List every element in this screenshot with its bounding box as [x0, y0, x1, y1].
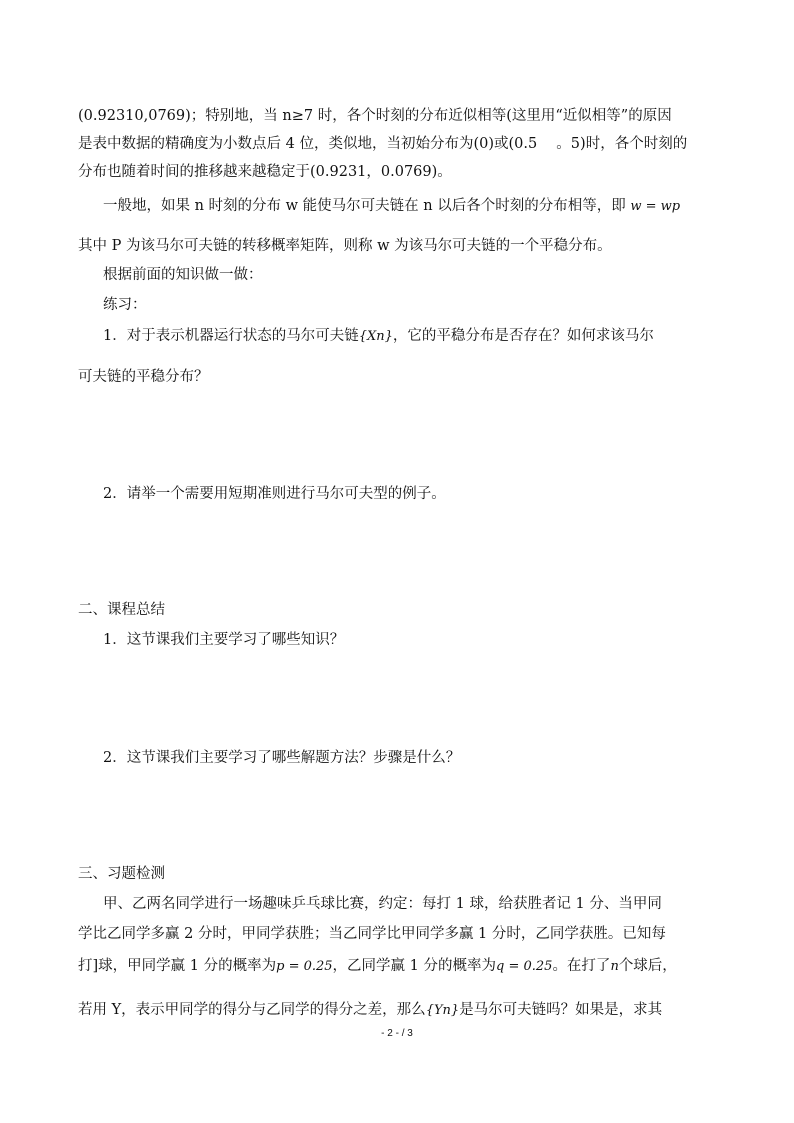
text: 1．这节课我们主要学习了哪些知识？: [103, 632, 345, 648]
section-heading: [78, 600, 724, 620]
paragraph-line: [78, 956, 724, 977]
paragraph-line: [78, 106, 724, 126]
paragraph-line: [78, 924, 724, 944]
text: ，乙同学赢 1 分的概率为: [332, 958, 496, 974]
exercise-heading: [103, 295, 724, 315]
text: 可夫链的平稳分布？: [78, 369, 209, 385]
text: ，它的平稳分布是否存在？如何求该马尔: [392, 328, 654, 344]
question-item: [103, 630, 724, 650]
paragraph-line: [78, 162, 724, 182]
paragraph-line: [78, 1000, 724, 1021]
text: 2．请举一个需要用短期准则进行马尔可夫型的例子。: [103, 486, 446, 502]
equation: w = wp: [630, 199, 681, 214]
text: 分布也随着时间的推移越来越稳定于(0.9231，0.0769)。: [78, 164, 452, 180]
text: 是马尔可夫链吗？如果是，求其: [459, 1002, 663, 1018]
section-heading: [78, 864, 724, 884]
page-number: - 2 - / 3: [381, 1028, 413, 1039]
paragraph-line: [103, 894, 724, 914]
equation: {Xn}: [358, 329, 393, 344]
question-item: [103, 748, 724, 768]
text: 其中 P 为该马尔可夫链的转移概率矩阵，则称 w 为该马尔可夫链的一个平稳分布。: [78, 238, 612, 254]
text: 根据前面的知识做一做：: [103, 267, 263, 283]
text: 。在打了: [552, 958, 611, 974]
text: 练习：: [103, 297, 147, 313]
paragraph-line: [78, 134, 724, 154]
text: 2．这节课我们主要学习了哪些解题方法？步骤是什么？: [103, 750, 461, 766]
text: 若用 Y，表示甲同学的得分与乙同学的得分之差，那么: [78, 1002, 426, 1018]
paragraph-line: [103, 196, 724, 217]
text: 是表中数据的精确度为小数点后 4 位，类似地，当初始分布为(0)或(0.5 。5)时，各个时刻的: [78, 136, 688, 152]
text: 一般地，如果 n 时刻的分布 w 能使马尔可夫链在 n 以后各个时刻的分布相等，即: [103, 198, 626, 214]
equation: p = 0.25: [276, 959, 333, 974]
text: 打]球，甲同学赢 1 分的概率为: [78, 958, 277, 974]
question-item: [103, 326, 724, 347]
text: (0.92310,0769)；特别地，当 n≥7 时，各个时刻的分布近似相等(这里用“近似相等”的原因: [78, 108, 672, 124]
equation: n: [610, 959, 619, 974]
equation: q = 0.25: [496, 959, 553, 974]
paragraph-line: [78, 236, 724, 256]
equation: {Yn}: [425, 1003, 460, 1018]
question-item: [103, 484, 724, 504]
text: 个球后，: [618, 958, 677, 974]
paragraph-line: [103, 265, 724, 285]
text: 学比乙同学多赢 2 分时，甲同学获胜；当乙同学比甲同学多赢 1 分时，乙同学获胜。已知每: [78, 926, 666, 942]
text: 二、课程总结: [78, 602, 165, 618]
text: 甲、乙两名同学进行一场趣味乒乓球比赛，约定：每打 1 球，给获胜者记 1 分、当甲同: [103, 896, 662, 912]
text: 1．对于表示机器运行状态的马尔可夫链: [103, 328, 359, 344]
text: 三、习题检测: [78, 866, 165, 882]
paragraph-line: [78, 367, 724, 387]
